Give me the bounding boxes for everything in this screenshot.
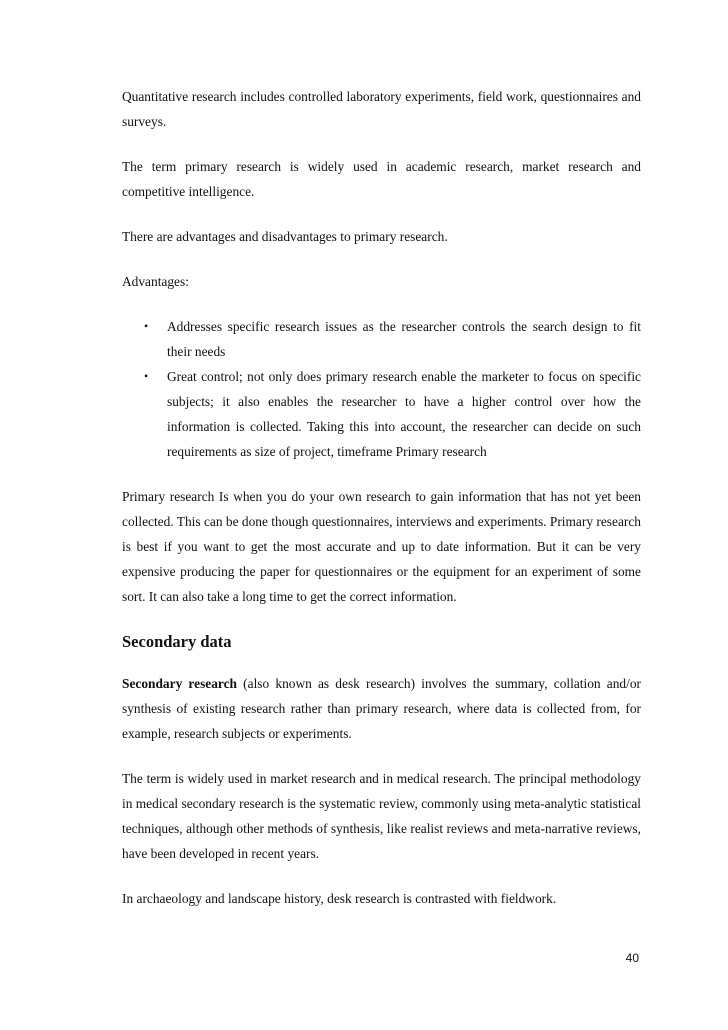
secondary-research-definition: (also known as desk research) involves the summary, collation and/or synthesis of existing research rather than primary research, where data is collected from, for example, research subjects or experiments.: [122, 676, 641, 741]
paragraph-market-medical-research: The term is widely used in market research and in medical research. The principal methodology in medical secondary research is the systematic review, commonly using meta-analytic statistical techniques, although other methods of synthesis, like realist reviews and meta-narrative reviews, have been developed in recent years.: [122, 771, 641, 861]
list-item-text: Great control; not only does primary research enable the marketer to focus on specific subjects; it also enables the researcher to have a higher control over how the information is collected. Taking this into account, the researcher can decide on such requirements as size of project, timeframe Primary research: [167, 369, 641, 459]
page-body: [122, 84, 641, 931]
advantages-list: [122, 314, 641, 464]
bullet-icon: •: [144, 369, 149, 383]
section-heading-secondary-data: Secondary data: [122, 632, 232, 651]
paragraph-primary-research-definition: Primary research Is when you do your own research to gain information that has not yet been collected. This can be done though questionnaires, interviews and experiments. Primary research is best if you want to get the most accurate and up to date information. But it can be very expensive producing the paper for questionnaires or the equipment for an experiment of some sort. It can also take a long time to get the correct information.: [122, 489, 641, 604]
paragraph-primary-research-term: The term primary research is widely used in academic research, market research and competitive intelligence.: [122, 159, 641, 199]
secondary-research-term: Secondary research: [122, 676, 238, 691]
list-item: [122, 314, 641, 364]
bullet-icon: •: [144, 319, 149, 333]
paragraph-archaeology: In archaeology and landscape history, desk research is contrasted with fieldwork.: [122, 891, 557, 906]
page-number: 40: [625, 951, 639, 965]
list-item-text: Addresses specific research issues as the researcher controls the search design to fit their needs: [167, 319, 641, 359]
paragraph-secondary-research: [122, 671, 641, 746]
paragraph-advantages-intro: There are advantages and disadvantages to primary research.: [122, 229, 448, 244]
paragraph-quantitative-research: Quantitative research includes controlled laboratory experiments, field work, questionnaires and surveys.: [122, 89, 641, 129]
list-item: [122, 364, 641, 464]
advantages-heading: Advantages:: [122, 274, 189, 289]
